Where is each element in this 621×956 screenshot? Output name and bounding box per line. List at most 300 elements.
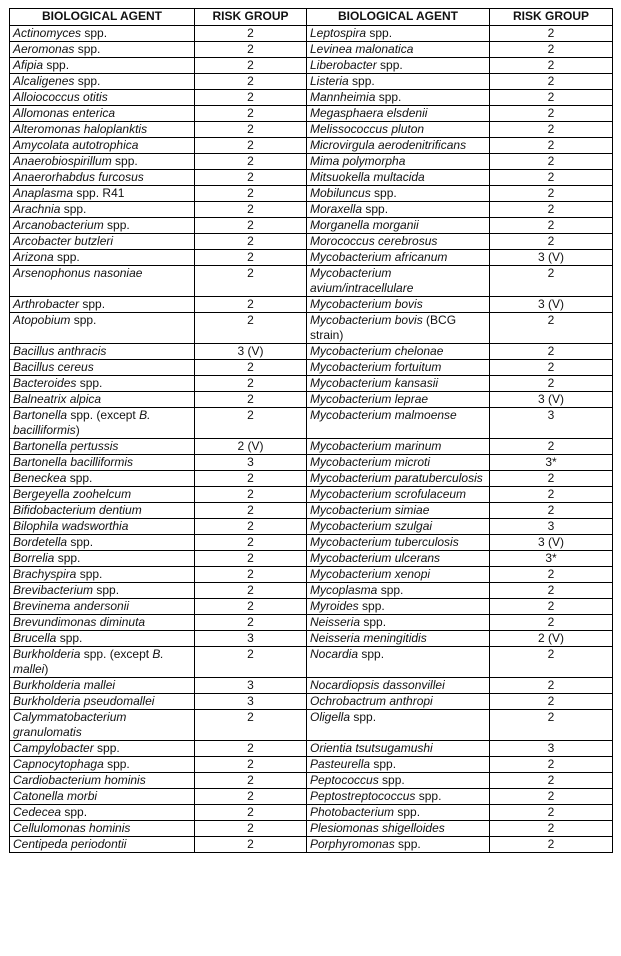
- agent-name-text: spp.: [70, 313, 97, 327]
- agent-name-text: spp.: [43, 58, 70, 72]
- agent-name-italic: Mycobacterium simiae: [310, 503, 430, 517]
- agent-name-italic: Microvirgula aerodenitrificans: [310, 138, 467, 152]
- agent-name-italic: Anaerobiospirillum: [13, 154, 112, 168]
- table-header-row: [10, 9, 613, 26]
- agent-name-text: ): [44, 662, 49, 676]
- biological-agent-cell: [10, 471, 195, 487]
- table-row: [10, 519, 613, 535]
- biological-agent-cell: [307, 360, 490, 376]
- agent-name-italic: Burkholderia pseudomallei: [13, 694, 155, 708]
- agent-name-text: spp.: [377, 583, 404, 597]
- risk-group-cell: 2: [195, 90, 307, 106]
- risk-group-cell: 3 (V): [490, 535, 613, 551]
- biological-agent-cell: [10, 266, 195, 297]
- agent-name-text: spp.: [415, 789, 442, 803]
- biological-agent-cell: [10, 599, 195, 615]
- risk-group-cell: 2: [490, 170, 613, 186]
- risk-group-cell: 2: [490, 615, 613, 631]
- agent-name-text: spp. (except: [67, 408, 140, 422]
- risk-group-cell: 2: [195, 471, 307, 487]
- agent-name-italic: Porphyromonas: [310, 837, 395, 851]
- header-biological-agent-left: BIOLOGICAL AGENT: [10, 9, 195, 26]
- biological-agent-cell: [307, 805, 490, 821]
- biological-agent-cell: [307, 710, 490, 741]
- agent-name-italic: Centipeda periodontii: [13, 837, 127, 851]
- table-row: [10, 471, 613, 487]
- risk-group-cell: 3: [195, 678, 307, 694]
- agent-name-italic: Brachyspira: [13, 567, 77, 581]
- biological-agent-cell: [10, 678, 195, 694]
- risk-group-table: [9, 8, 613, 853]
- agent-name-text: spp.: [54, 551, 81, 565]
- risk-group-cell: 2: [490, 487, 613, 503]
- risk-group-cell: 2: [195, 567, 307, 583]
- agent-name-italic: Leptospira: [310, 26, 367, 40]
- agent-name-italic: Arsenophonus nasoniae: [13, 266, 143, 280]
- biological-agent-cell: [10, 567, 195, 583]
- agent-name-italic: Moraxella: [310, 202, 363, 216]
- risk-group-cell: 2: [195, 74, 307, 90]
- agent-name-italic: Capnocytophaga: [13, 757, 104, 771]
- biological-agent-cell: [307, 503, 490, 519]
- table-row: [10, 439, 613, 455]
- risk-group-cell: 2: [195, 757, 307, 773]
- agent-name-italic: Melissococcus pluton: [310, 122, 425, 136]
- risk-group-cell: 3: [195, 455, 307, 471]
- risk-group-cell: 2: [490, 821, 613, 837]
- agent-name-italic: Mannheimia: [310, 90, 376, 104]
- biological-agent-cell: [10, 710, 195, 741]
- table-row: [10, 805, 613, 821]
- agent-name-italic: Allomonas enterica: [13, 106, 116, 120]
- risk-group-cell: 2: [490, 344, 613, 360]
- biological-agent-cell: [10, 439, 195, 455]
- biological-agent-cell: [10, 805, 195, 821]
- agent-name-text: ): [75, 423, 80, 437]
- biological-agent-cell: [307, 392, 490, 408]
- risk-group-cell: 3: [490, 408, 613, 439]
- agent-name-italic: Mycobacterium microti: [310, 455, 431, 469]
- biological-agent-cell: [307, 234, 490, 250]
- agent-name-text: spp.: [103, 757, 130, 771]
- biological-agent-cell: [10, 154, 195, 170]
- risk-group-cell: 3: [195, 694, 307, 710]
- agent-name-italic: Balneatrix alpica: [13, 392, 102, 406]
- agent-name-italic: Mycobacterium paratuberculosis: [310, 471, 483, 485]
- risk-group-cell: 2: [195, 741, 307, 757]
- agent-name-text: spp.: [394, 805, 421, 819]
- risk-group-cell: 2: [195, 154, 307, 170]
- agent-name-italic: Arcanobacterium: [13, 218, 104, 232]
- agent-name-text: spp.: [74, 74, 101, 88]
- agent-name-text: spp.: [93, 583, 120, 597]
- table-row: [10, 535, 613, 551]
- risk-group-cell: 2: [195, 821, 307, 837]
- risk-group-cell: 3: [195, 631, 307, 647]
- agent-name-italic: Arthrobacter: [13, 297, 80, 311]
- risk-group-cell: 2: [195, 58, 307, 74]
- biological-agent-cell: [307, 297, 490, 313]
- risk-group-cell: 2: [490, 74, 613, 90]
- risk-group-cell: 2: [490, 789, 613, 805]
- risk-group-cell: 2: [195, 138, 307, 154]
- agent-name-italic: Cardiobacterium hominis: [13, 773, 146, 787]
- table-row: [10, 678, 613, 694]
- risk-group-cell: 2: [490, 26, 613, 42]
- risk-group-cell: 2: [195, 519, 307, 535]
- risk-group-cell: 2: [490, 583, 613, 599]
- header-risk-group-left: RISK GROUP: [195, 9, 307, 26]
- agent-name-italic: Oligella: [310, 710, 351, 724]
- agent-name-italic: Listeria: [310, 74, 349, 88]
- biological-agent-cell: [307, 583, 490, 599]
- table-row: [10, 837, 613, 853]
- risk-group-cell: 2: [195, 26, 307, 42]
- agent-name-italic: Brevundimonas diminuta: [13, 615, 146, 629]
- biological-agent-cell: [10, 455, 195, 471]
- risk-group-cell: 2: [195, 218, 307, 234]
- agent-name-text: spp.: [76, 567, 103, 581]
- agent-name-text: spp.: [350, 710, 377, 724]
- agent-name-italic: Megasphaera elsdenii: [310, 106, 428, 120]
- biological-agent-cell: [307, 266, 490, 297]
- risk-group-cell: 2: [490, 694, 613, 710]
- risk-group-cell: 2 (V): [195, 439, 307, 455]
- biological-agent-cell: [10, 821, 195, 837]
- biological-agent-cell: [10, 694, 195, 710]
- agent-name-text: spp.: [66, 471, 93, 485]
- risk-group-cell: 2 (V): [490, 631, 613, 647]
- table-row: [10, 741, 613, 757]
- agent-name-italic: Mycobacterium avium/intracellulare: [310, 266, 414, 295]
- agent-name-italic: Mycobacterium ulcerans: [310, 551, 441, 565]
- biological-agent-cell: [10, 90, 195, 106]
- biological-agent-cell: [10, 551, 195, 567]
- risk-group-cell: 2: [490, 567, 613, 583]
- agent-name-italic: Orientia tsutsugamushi: [310, 741, 433, 755]
- agent-name-text: spp.: [348, 74, 375, 88]
- risk-group-cell: 2: [490, 757, 613, 773]
- risk-group-cell: 3*: [490, 551, 613, 567]
- table-row: [10, 202, 613, 218]
- biological-agent-cell: [307, 487, 490, 503]
- agent-name-italic: Mycobacterium fortuitum: [310, 360, 442, 374]
- biological-agent-cell: [307, 647, 490, 678]
- risk-group-cell: 2: [195, 392, 307, 408]
- biological-agent-cell: [307, 678, 490, 694]
- risk-group-cell: 2: [195, 106, 307, 122]
- risk-group-cell: 2: [195, 647, 307, 678]
- risk-group-cell: 2: [490, 313, 613, 344]
- biological-agent-cell: [10, 757, 195, 773]
- table-row: [10, 487, 613, 503]
- biological-agent-cell: [10, 122, 195, 138]
- agent-name-text: spp.: [394, 837, 421, 851]
- risk-group-cell: 2: [195, 583, 307, 599]
- agent-name-text: spp.: [76, 376, 103, 390]
- risk-group-cell: 2: [490, 678, 613, 694]
- table-row: [10, 90, 613, 106]
- biological-agent-cell: [10, 487, 195, 503]
- agent-name-italic: Mitsuokella multacida: [310, 170, 425, 184]
- agent-name-italic: B. mallei: [13, 647, 164, 676]
- agent-name-italic: Bergeyella zoohelcum: [13, 487, 132, 501]
- agent-name-italic: Brevinema andersonii: [13, 599, 130, 613]
- agent-name-italic: Mycobacterium bovis: [310, 313, 423, 327]
- table-row: [10, 567, 613, 583]
- risk-group-cell: 2: [195, 170, 307, 186]
- table-row: [10, 757, 613, 773]
- agent-name-italic: Cellulomonas hominis: [13, 821, 131, 835]
- risk-group-cell: 2: [195, 266, 307, 297]
- table-row: [10, 42, 613, 58]
- agent-name-italic: Mobiluncus: [310, 186, 371, 200]
- risk-group-cell: 2: [490, 773, 613, 789]
- biological-agent-cell: [10, 250, 195, 266]
- table-row: [10, 551, 613, 567]
- agent-name-italic: Mycobacterium malmoense: [310, 408, 457, 422]
- biological-agent-cell: [10, 218, 195, 234]
- biological-agent-cell: [307, 58, 490, 74]
- risk-group-cell: 2: [490, 122, 613, 138]
- agent-name-italic: Arachnia: [13, 202, 61, 216]
- risk-group-cell: 2: [490, 710, 613, 741]
- biological-agent-cell: [307, 741, 490, 757]
- risk-group-cell: 2: [490, 90, 613, 106]
- agent-name-italic: B. bacilliformis: [13, 408, 151, 437]
- agent-name-italic: Burkholderia mallei: [13, 678, 116, 692]
- agent-name-text: spp.: [370, 757, 397, 771]
- biological-agent-cell: [307, 218, 490, 234]
- agent-name-italic: Burkholderia: [13, 647, 81, 661]
- risk-group-cell: 2: [195, 297, 307, 313]
- table-row: [10, 789, 613, 805]
- agent-name-italic: Campylobacter: [13, 741, 94, 755]
- table-row: [10, 710, 613, 741]
- risk-group-cell: 2: [195, 503, 307, 519]
- agent-name-text: spp.: [370, 186, 397, 200]
- agent-name-italic: Actinomyces: [13, 26, 82, 40]
- biological-agent-cell: [10, 297, 195, 313]
- agent-name-italic: Calymmatobacterium granulomatis: [13, 710, 127, 739]
- agent-name-italic: Nocardiopsis dassonvillei: [310, 678, 445, 692]
- biological-agent-cell: [10, 106, 195, 122]
- agent-name-italic: Mycobacterium szulgai: [310, 519, 433, 533]
- agent-name-italic: Peptostreptococcus: [310, 789, 416, 803]
- agent-name-italic: Mycobacterium leprae: [310, 392, 429, 406]
- risk-group-cell: 2: [195, 805, 307, 821]
- risk-group-cell: 2: [195, 773, 307, 789]
- table-row: [10, 455, 613, 471]
- agent-name-italic: Liberobacter: [310, 58, 377, 72]
- risk-group-cell: 2: [490, 202, 613, 218]
- risk-group-cell: 2: [490, 186, 613, 202]
- agent-name-text: spp.: [111, 154, 138, 168]
- biological-agent-cell: [307, 313, 490, 344]
- biological-agent-cell: [307, 250, 490, 266]
- agent-name-italic: Catonella morbi: [13, 789, 98, 803]
- agent-name-italic: Plesiomonas shigelloides: [310, 821, 445, 835]
- risk-group-cell: 2: [195, 122, 307, 138]
- risk-group-cell: 3 (V): [195, 344, 307, 360]
- agent-name-italic: Nocardia: [310, 647, 359, 661]
- biological-agent-cell: [307, 138, 490, 154]
- biological-agent-cell: [10, 773, 195, 789]
- biological-agent-cell: [307, 122, 490, 138]
- table-row: [10, 392, 613, 408]
- table-row: [10, 344, 613, 360]
- agent-name-italic: Mycobacterium xenopi: [310, 567, 431, 581]
- risk-group-cell: 2: [490, 154, 613, 170]
- table-row: [10, 599, 613, 615]
- risk-group-cell: 2: [490, 42, 613, 58]
- risk-group-cell: 2: [490, 106, 613, 122]
- table-row: [10, 122, 613, 138]
- biological-agent-cell: [10, 186, 195, 202]
- agent-name-text: spp.: [366, 26, 393, 40]
- agent-name-italic: Atopobium: [13, 313, 71, 327]
- risk-group-cell: 2: [195, 710, 307, 741]
- risk-group-cell: 2: [490, 503, 613, 519]
- risk-group-cell: 2: [490, 837, 613, 853]
- agent-name-italic: Bilophila wadsworthia: [13, 519, 129, 533]
- biological-agent-cell: [10, 741, 195, 757]
- biological-agent-cell: [307, 837, 490, 853]
- table-row: [10, 250, 613, 266]
- agent-name-text: spp.: [53, 250, 80, 264]
- table-row: [10, 74, 613, 90]
- biological-agent-cell: [307, 26, 490, 42]
- table-row: [10, 773, 613, 789]
- agent-name-text: spp.: [378, 773, 405, 787]
- biological-agent-cell: [307, 694, 490, 710]
- biological-agent-cell: [307, 154, 490, 170]
- agent-name-italic: Mycoplasma: [310, 583, 378, 597]
- biological-agent-cell: [10, 170, 195, 186]
- table-row: [10, 154, 613, 170]
- agent-name-text: spp.: [61, 805, 88, 819]
- risk-group-cell: 2: [490, 805, 613, 821]
- agent-name-italic: Mycobacterium bovis: [310, 297, 423, 311]
- table-row: [10, 583, 613, 599]
- biological-agent-cell: [10, 26, 195, 42]
- agent-name-italic: Bifidobacterium dentium: [13, 503, 142, 517]
- table-row: [10, 234, 613, 250]
- biological-agent-cell: [307, 106, 490, 122]
- risk-group-cell: 2: [195, 615, 307, 631]
- agent-name-text: spp.: [362, 202, 389, 216]
- header-biological-agent-right: BIOLOGICAL AGENT: [307, 9, 490, 26]
- agent-name-italic: Morganella morganii: [310, 218, 419, 232]
- biological-agent-cell: [307, 789, 490, 805]
- agent-name-italic: Photobacterium: [310, 805, 395, 819]
- agent-name-italic: Mycobacterium chelonae: [310, 344, 444, 358]
- agent-name-italic: Mima polymorpha: [310, 154, 406, 168]
- agent-name-italic: Peptococcus: [310, 773, 379, 787]
- agent-name-italic: Brevibacterium: [13, 583, 94, 597]
- agent-name-italic: Anaplasma: [13, 186, 74, 200]
- agent-name-text: spp.: [81, 26, 108, 40]
- table-body: [10, 26, 613, 853]
- biological-agent-cell: [10, 58, 195, 74]
- agent-name-italic: Alcaligenes: [13, 74, 75, 88]
- biological-agent-cell: [10, 583, 195, 599]
- risk-group-cell: 3: [490, 519, 613, 535]
- risk-group-cell: 2: [195, 789, 307, 805]
- agent-name-italic: Arcobacter butzleri: [13, 234, 114, 248]
- agent-name-italic: Aeromonas: [13, 42, 75, 56]
- agent-name-italic: Amycolata autotrophica: [13, 138, 139, 152]
- agent-name-italic: Bartonella pertussis: [13, 439, 119, 453]
- biological-agent-cell: [307, 535, 490, 551]
- table-row: [10, 218, 613, 234]
- agent-name-italic: Brucella: [13, 631, 57, 645]
- risk-group-cell: 2: [195, 186, 307, 202]
- agent-name-text: spp.: [93, 741, 120, 755]
- agent-name-italic: Mycobacterium scrofulaceum: [310, 487, 467, 501]
- biological-agent-cell: [10, 202, 195, 218]
- table-row: [10, 266, 613, 297]
- agent-name-italic: Borrelia: [13, 551, 55, 565]
- agent-name-italic: Ochrobactrum anthropi: [310, 694, 433, 708]
- biological-agent-cell: [10, 313, 195, 344]
- table-row: [10, 313, 613, 344]
- agent-name-text: spp.: [79, 297, 106, 311]
- agent-name-text: spp.: [360, 615, 387, 629]
- biological-agent-cell: [10, 535, 195, 551]
- risk-group-cell: 2: [195, 202, 307, 218]
- biological-agent-cell: [307, 90, 490, 106]
- agent-name-italic: Bordetella: [13, 535, 68, 549]
- table-row: [10, 26, 613, 42]
- risk-group-cell: 3: [490, 741, 613, 757]
- biological-agent-cell: [10, 837, 195, 853]
- biological-agent-cell: [10, 360, 195, 376]
- table-row: [10, 615, 613, 631]
- table-row: [10, 376, 613, 392]
- biological-agent-cell: [10, 519, 195, 535]
- agent-name-italic: Alloiococcus otitis: [13, 90, 108, 104]
- agent-name-italic: Arizona: [13, 250, 54, 264]
- biological-agent-cell: [10, 615, 195, 631]
- biological-agent-cell: [10, 234, 195, 250]
- risk-group-cell: 2: [195, 234, 307, 250]
- agent-name-italic: Beneckea: [13, 471, 67, 485]
- risk-group-cell: 3 (V): [490, 250, 613, 266]
- risk-group-cell: 2: [195, 360, 307, 376]
- biological-agent-cell: [10, 408, 195, 439]
- biological-agent-cell: [307, 439, 490, 455]
- agent-name-italic: Anaerorhabdus furcosus: [13, 170, 144, 184]
- agent-name-italic: Bacillus cereus: [13, 360, 94, 374]
- agent-name-italic: Neisseria meningitidis: [310, 631, 427, 645]
- risk-group-cell: 3*: [490, 455, 613, 471]
- agent-name-italic: Levinea malonatica: [310, 42, 414, 56]
- biological-agent-cell: [307, 519, 490, 535]
- agent-name-text: spp.: [358, 647, 385, 661]
- table-row: [10, 186, 613, 202]
- biological-agent-cell: [307, 202, 490, 218]
- biological-agent-cell: [10, 344, 195, 360]
- risk-group-cell: 3 (V): [490, 297, 613, 313]
- biological-agent-cell: [10, 631, 195, 647]
- agent-name-italic: Morococcus cerebrosus: [310, 234, 438, 248]
- biological-agent-cell: [307, 344, 490, 360]
- risk-group-cell: 3 (V): [490, 392, 613, 408]
- biological-agent-cell: [307, 551, 490, 567]
- agent-name-italic: Mycobacterium tuberculosis: [310, 535, 459, 549]
- risk-group-cell: 2: [490, 599, 613, 615]
